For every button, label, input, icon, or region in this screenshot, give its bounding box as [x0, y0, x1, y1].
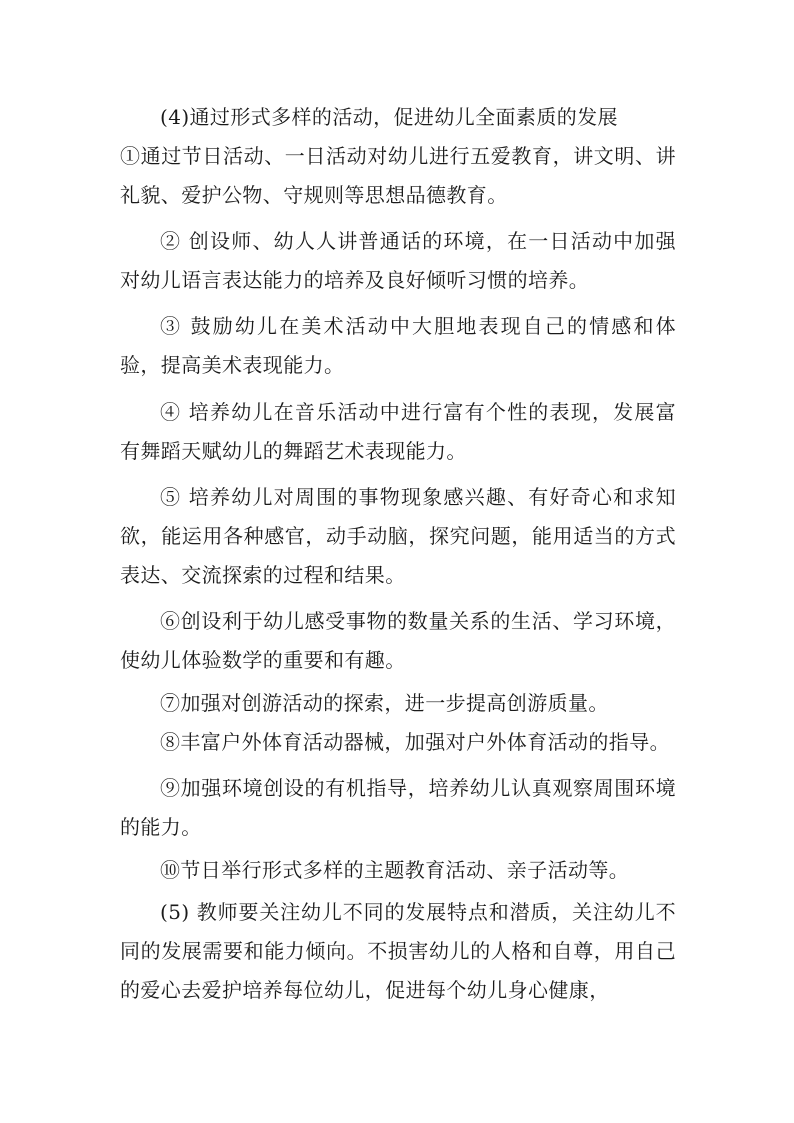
paragraph-section-4-heading: (4)通过形式多样的活动，促进幼儿全面素质的发展	[160, 105, 618, 129]
paragraph-item-4: ④ 培养幼儿在音乐活动中进行富有个性的表现，发展富有舞蹈天赋幼儿的舞蹈艺术表现能力。	[120, 400, 676, 463]
paragraph-item-5: ⑤ 培养幼儿对周围的事物现象感兴趣、有好奇心和求知欲，能运用各种感官，动手动脑，探究问题，能用适当的方式表达、交流探索的过程和结果。	[120, 485, 676, 587]
paragraph-item-9: ⑨加强环境创设的有机指导，培养幼儿认真观察周围环境的能力。	[120, 776, 676, 839]
paragraph-item-8: ⑧丰富户外体育活动器械，加强对户外体育活动的指导。	[160, 730, 670, 754]
paragraph-item-3: ③ 鼓励幼儿在美术活动中大胆地表现自己的情感和体验，提高美术表现能力。	[120, 314, 676, 377]
paragraph-item-1: ①通过节日活动、一日活动对幼儿进行五爱教育，讲文明、讲礼貌、爱护公物、守规则等思想品德教育。	[120, 144, 676, 207]
paragraph-item-2: ② 创设师、幼人人讲普通话的环境，在一日活动中加强对幼儿语言表达能力的培养及良好倾听习惯的培养。	[120, 229, 676, 292]
paragraph-item-6: ⑥创设利于幼儿感受事物的数量关系的生活、学习环境，使幼儿体验数学的重要和有趣。	[120, 609, 676, 672]
paragraph-section-5: (5) 教师要关注幼儿不同的发展特点和潜质，关注幼儿不同的发展需要和能力倾向。不损害幼儿的人格和自尊，用自己的爱心去爱护培养每位幼儿，促进每个幼儿身心健康，	[120, 900, 676, 1002]
paragraph-item-7: ⑦加强对创游活动的探索，进一步提高创游质量。	[160, 691, 609, 715]
paragraph-item-10: ⑩节日举行形式多样的主题教育活动、亲子活动等。	[160, 858, 630, 882]
